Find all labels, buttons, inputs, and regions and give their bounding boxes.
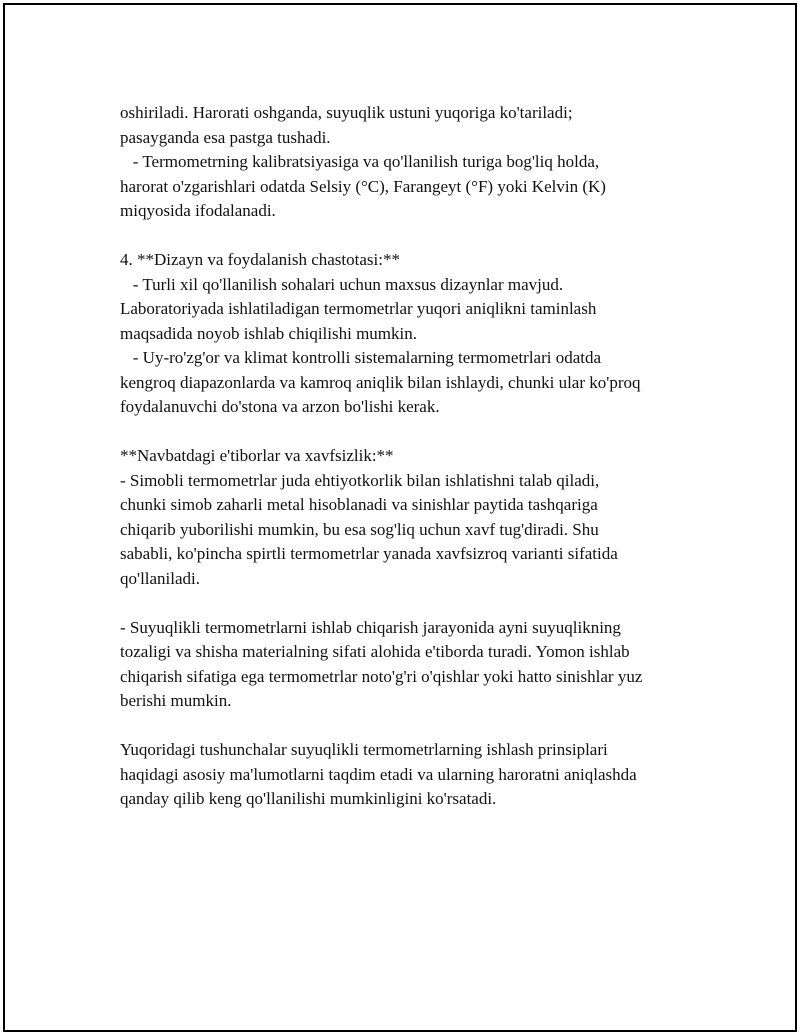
text-line: foydalanuvchi do'stona va arzon bo'lishi kerak.: [120, 397, 440, 416]
paragraph-gap: [120, 714, 720, 739]
paragraph-gap: [120, 224, 720, 249]
text-line: kengroq diapazonlarda va kamroq aniqlik bilan ishlaydi, chunki ular ko'proq: [120, 372, 641, 392]
text-line: tozaligi va shisha materialning sifati alohida e'tiborda turadi. Yomon ishlab: [120, 642, 630, 661]
paragraph-gap: [120, 591, 720, 616]
text-line: chiqarib yuborilishi mumkin, bu esa sog'liq uchun xavf tug'diradi. Shu: [120, 519, 599, 539]
text-line: harorat o'zgarishlari odatda Selsiy (°C), Farangeyt (°F) yoki Kelvin (K): [120, 176, 606, 196]
text-line: - Termometrning kalibratsiyasiga va qo'llanilish turiga bog'liq holda,: [120, 152, 600, 171]
text-line: - Uy-ro'zg'or va klimat kontrolli sistemalarning termometrlari odatda: [120, 348, 602, 367]
section-heading: **Navbatdagi e'tiborlar va xavfsizlik:**: [120, 446, 394, 465]
text-line: chiqarish sifatiga ega termometrlar noto'g'ri o'qishlar yoki hatto sinishlar yuz: [120, 666, 643, 686]
text-line: Laboratoriyada ishlatiladigan termometrlar yuqori aniqlikni taminlash: [120, 299, 597, 318]
text-line: maqsadida noyob ishlab chiqilishi mumkin.: [120, 323, 418, 343]
text-line: Yuqoridagi tushunchalar suyuqlikli termometrlarning ishlash prinsiplari: [120, 740, 608, 759]
section-heading: 4. **Dizayn va foydalanish chastotasi:**: [120, 250, 400, 269]
text-line: - Suyuqlikli termometrlarni ishlab chiqarish jarayonida ayni suyuqlikning: [120, 617, 621, 637]
paragraph-production-quality: [120, 616, 720, 714]
text-line: pasayganda esa pastga tushadi.: [120, 127, 331, 147]
section-safety: [120, 444, 720, 591]
text-line: - Simobli termometrlar juda ehtiyotkorlik bilan ishlatishni talab qiladi,: [120, 470, 600, 490]
paragraph-conclusion: [120, 738, 720, 812]
text-line: - Turli xil qo'llanilish sohalari uchun maxsus dizaynlar mavjud.: [120, 274, 564, 294]
text-line: berishi mumkin.: [120, 691, 232, 710]
document-page: [3, 3, 797, 1032]
document-body: [120, 101, 720, 812]
paragraph-measurement: [120, 101, 720, 224]
text-line: haqidagi asosiy ma'lumotlarni taqdim etadi va ularning haroratni aniqlashda: [120, 764, 637, 784]
text-line: qanday qilib keng qo'llanilishi mumkinligini ko'rsatadi.: [120, 789, 497, 808]
text-line: sababli, ko'pincha spirtli termometrlar yanada xavfsizroq varianti sifatida: [120, 544, 618, 563]
text-line: miqyosida ifodalanadi.: [120, 201, 276, 220]
text-line: qo'llaniladi.: [120, 568, 201, 588]
text-line: chunki simob zaharli metal hisoblanadi va sinishlar paytida tashqariga: [120, 495, 598, 514]
section-design-usage: [120, 248, 720, 420]
text-line: oshiriladi. Harorati oshganda, suyuqlik ustuni yuqoriga ko'tariladi;: [120, 103, 573, 122]
paragraph-gap: [120, 420, 720, 445]
